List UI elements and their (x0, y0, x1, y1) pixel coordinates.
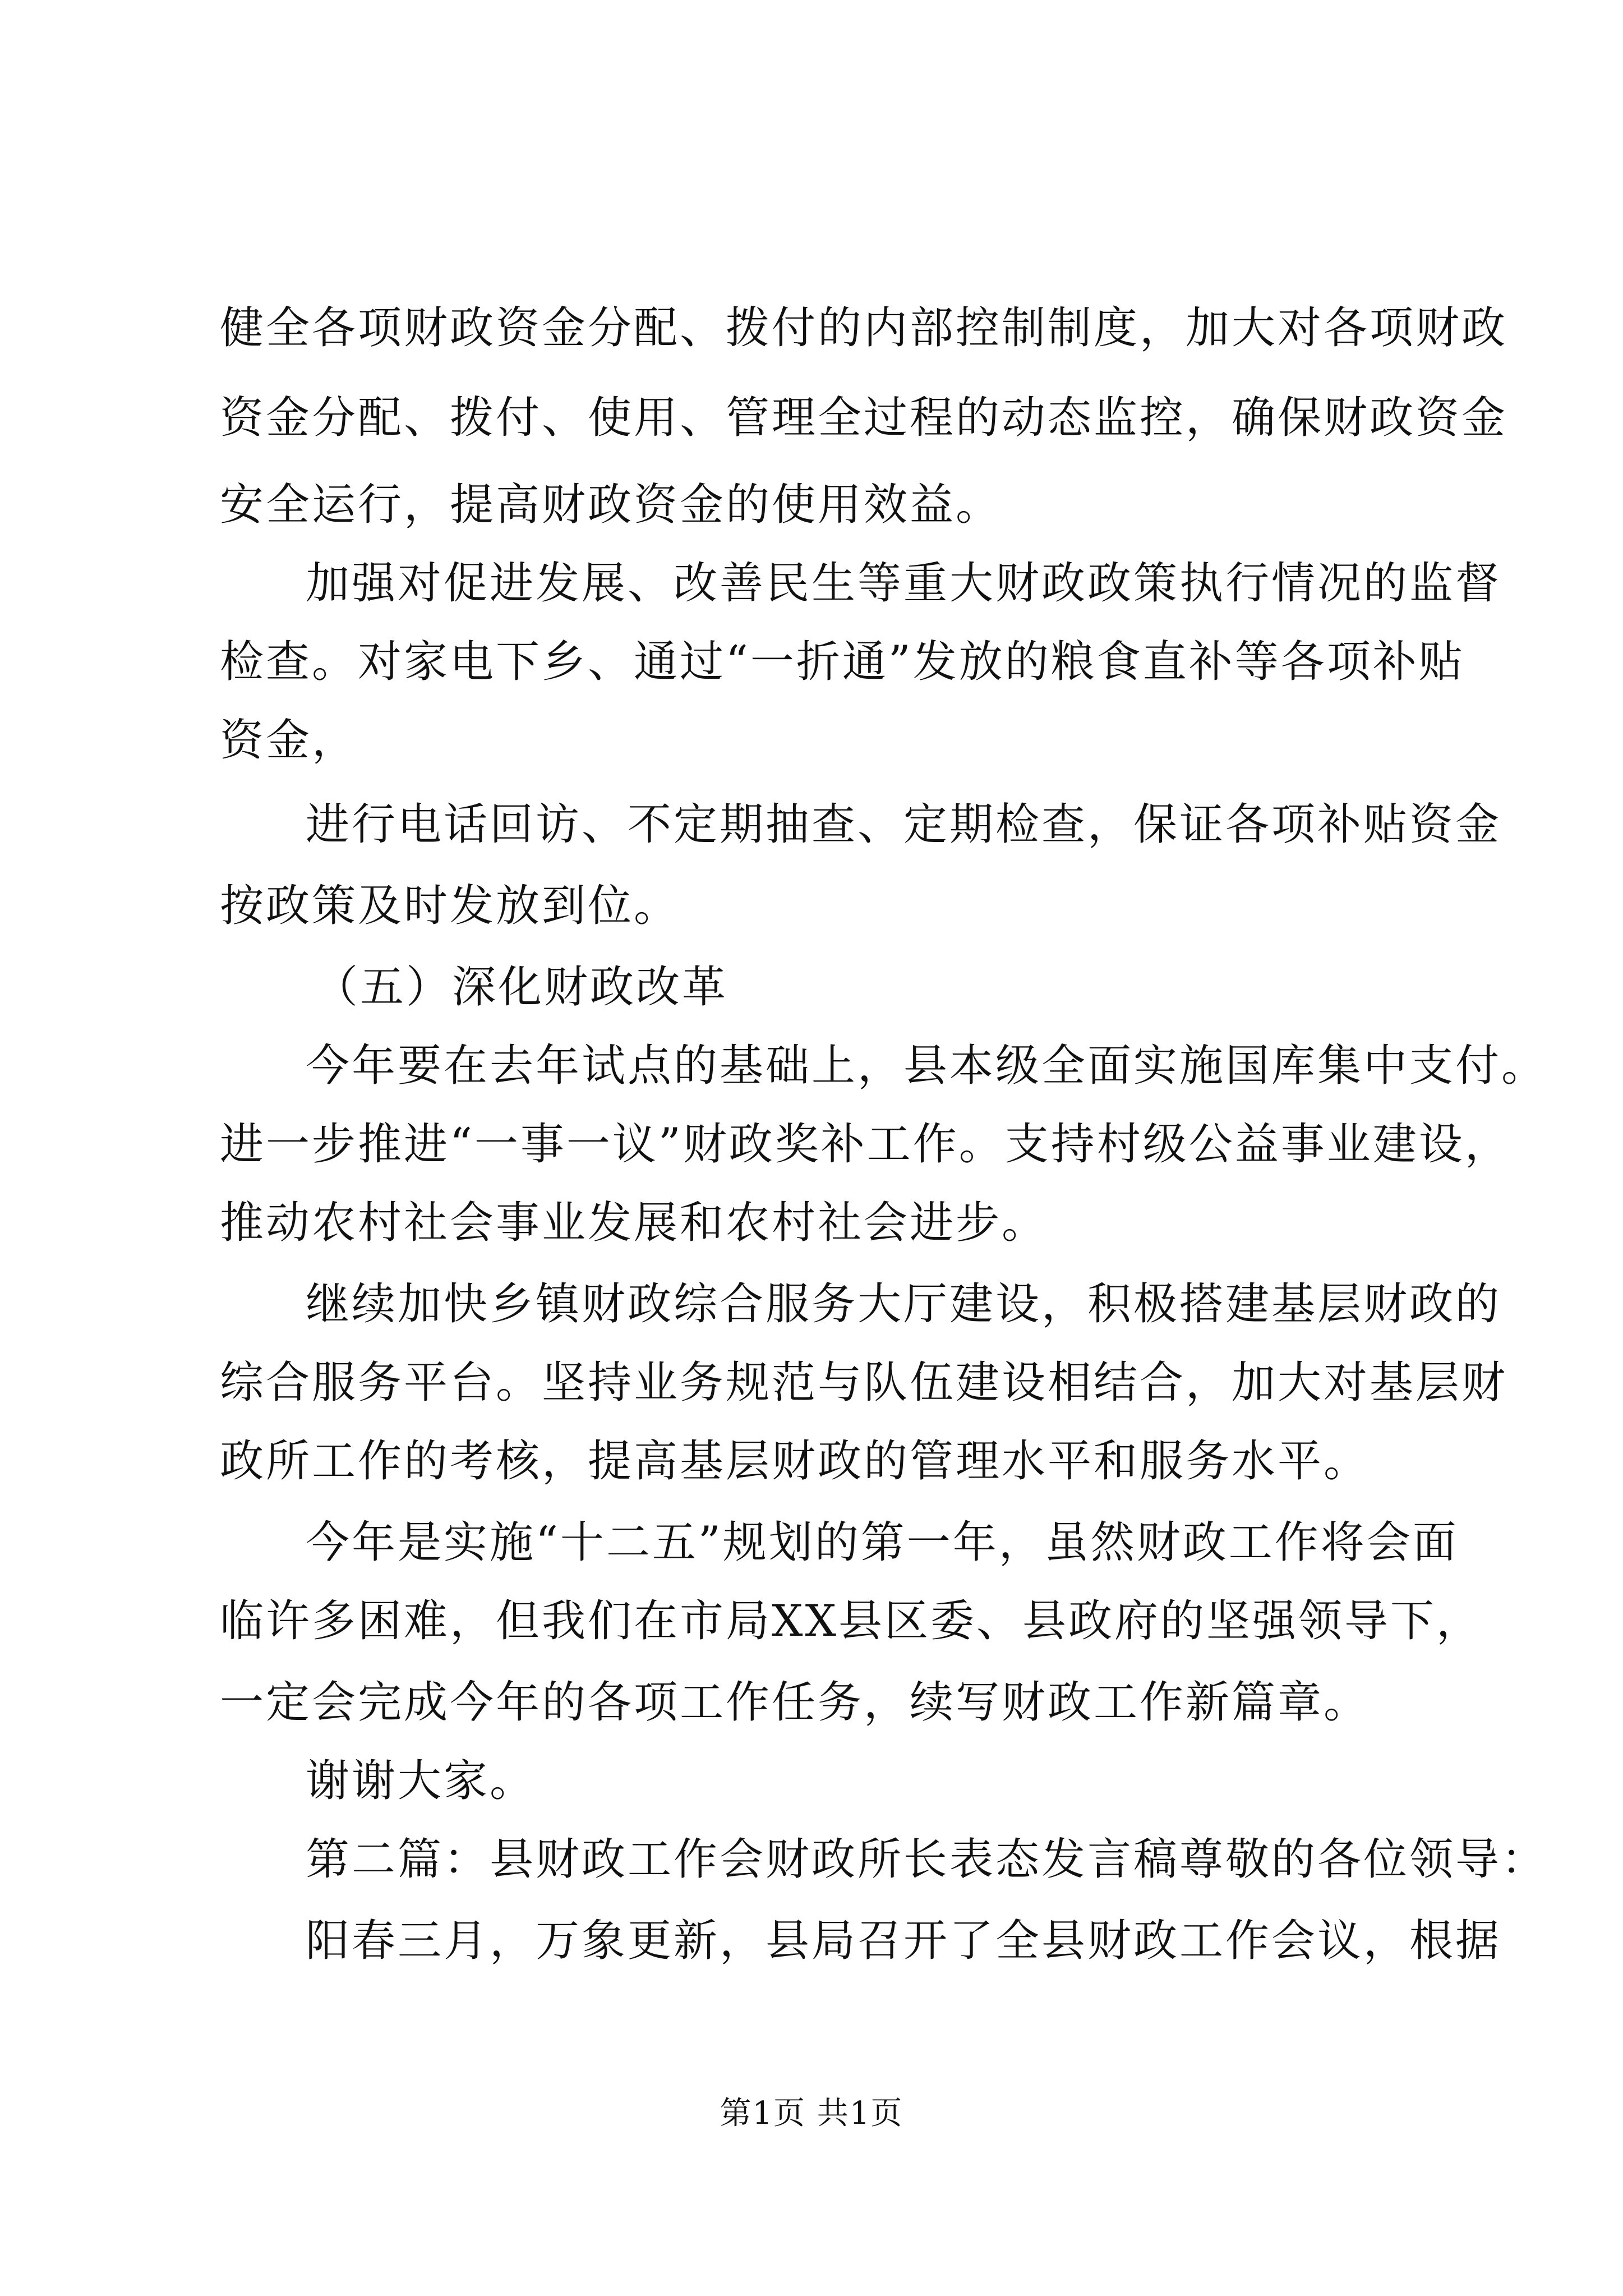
text-line: 谢谢大家。 (306, 1756, 536, 1806)
text-line: 临许多困难，但我们在市局XX县区委、县政府的坚强领导下， (220, 1596, 1483, 1646)
text-line: 进一步推进“一事一议”财政奖补工作。支持村级公益事业建设， (220, 1119, 1511, 1170)
section-heading: （五）深化财政改革 (314, 962, 728, 1013)
text-line: 综合服务平台。坚持业务规范与队伍建设相结合，加大对基层财 (220, 1358, 1508, 1408)
text-line: 阳春三月，万象更新，县局召开了全县财政工作会议，根据 (306, 1916, 1502, 1966)
text-line: 第二篇：县财政工作会财政所长表态发言稿尊敬的各位领导： (306, 1834, 1548, 1885)
text-line: 推动农村社会事业发展和农村社会进步。 (220, 1198, 1048, 1248)
text-line: 进行电话回访、不定期抽查、定期检查，保证各项补贴资金 (306, 799, 1502, 850)
text-line: 按政策及时发放到位。 (220, 881, 680, 931)
text-line: 今年是实施“十二五”规划的第一年，虽然财政工作将会面 (306, 1517, 1459, 1568)
text-line: 加强对促进发展、改善民生等重大财政政策执行情况的监督 (306, 558, 1502, 609)
text-line: 健全各项财政资金分配、拨付的内部控制制度，加大对各项财政 (220, 303, 1508, 353)
text-line: 安全运行，提高财政资金的使用效益。 (220, 480, 1002, 530)
text-line: 一定会完成今年的各项工作任务，续写财政工作新篇章。 (220, 1677, 1370, 1728)
text-line: 资金， (220, 715, 358, 766)
text-line: 资金分配、拨付、使用、管理全过程的动态监控，确保财政资金 (220, 393, 1508, 443)
text-line: 政所工作的考核，提高基层财政的管理水平和服务水平。 (220, 1436, 1370, 1487)
page-footer: 第1页 共1页 (720, 2095, 903, 2132)
text-line: 继续加快乡镇财政综合服务大厅建设，积极搭建基层财政的 (306, 1279, 1502, 1329)
text-line: 检查。对家电下乡、通过“一折通”发放的粮食直补等各项补贴 (220, 637, 1465, 687)
text-line: 今年要在去年试点的基础上，县本级全面实施国库集中支付。 (306, 1041, 1548, 1091)
